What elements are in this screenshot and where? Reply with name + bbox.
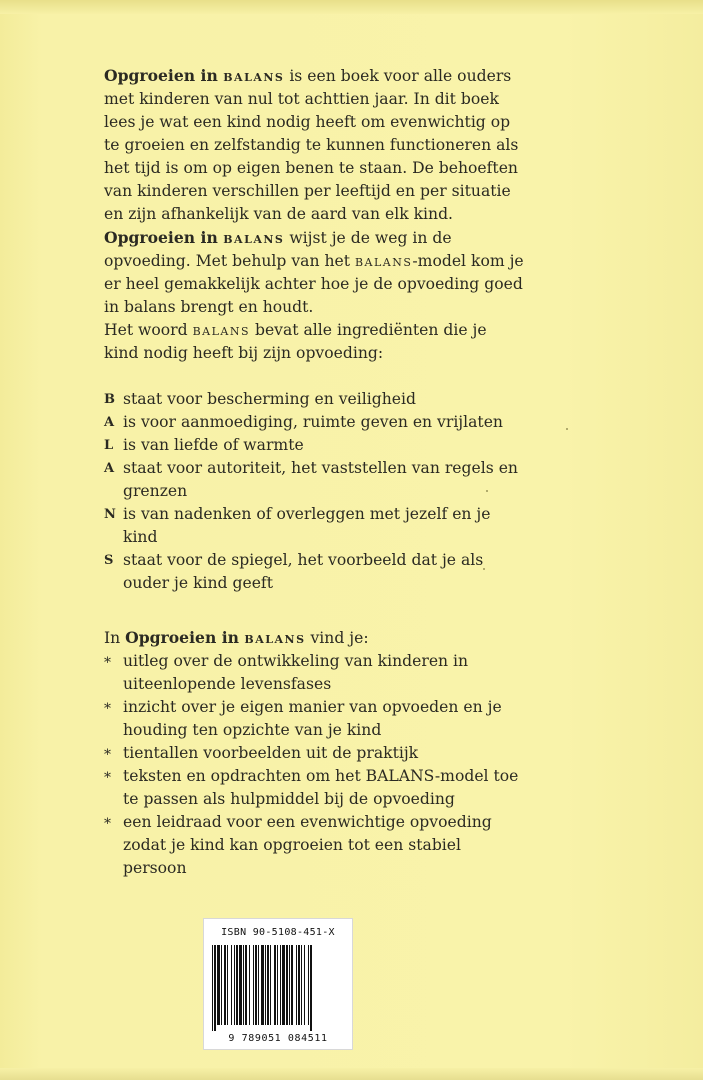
isbn-barcode [203, 918, 353, 1050]
barcode-bar [231, 945, 232, 1025]
barcode-bar [217, 945, 220, 1025]
barcode-bar [261, 945, 264, 1025]
letter-list [104, 388, 524, 595]
barcode-bar [245, 945, 247, 1025]
barcode-bar [221, 945, 222, 1025]
barcode-bar [258, 945, 259, 1025]
bottom-edge-shadow [0, 1068, 703, 1080]
find-lead: In Opgroeien in balans vind je: [104, 628, 369, 647]
barcode-bar [270, 945, 271, 1025]
asterisk-icon: * [104, 701, 111, 717]
list-item: A staat voor autoriteit, het vaststellen van regels en grenzen [104, 459, 518, 500]
isbn-number: ISBN 90-5108-451-X [221, 927, 335, 938]
blurb-text [104, 64, 524, 880]
list-item: * teksten en opdrachten om het BALANS-model toe te passen als hulpmiddel bij de opvoeding [104, 767, 519, 808]
barcode-bar [310, 945, 312, 1031]
barcode-bar [236, 945, 238, 1025]
top-edge-shadow [0, 0, 703, 14]
barcode-bar [282, 945, 285, 1025]
barcode-bar [214, 945, 216, 1031]
barcode-bar [239, 945, 242, 1025]
list-item: * inzicht over je eigen manier van opvoeden en je houding ten opzichte van je kind [104, 698, 502, 739]
list-item: * uitleg over de ontwikkeling van kinderen in uiteenlopende levensfases [104, 652, 469, 693]
features-list [104, 650, 524, 880]
list-item: N is van nadenken of overleggen met jezelf en je kind [104, 505, 491, 546]
barcode-bar [301, 945, 302, 1025]
barcode-bar [212, 945, 213, 1031]
barcode-bar [267, 945, 269, 1025]
barcode-bar [274, 945, 276, 1025]
speck [486, 490, 488, 492]
barcode-bar [234, 945, 235, 1025]
barcode-bar [265, 945, 266, 1025]
barcode-bar [227, 945, 228, 1025]
barcode-bar [277, 945, 278, 1025]
brand-title: Opgroeien in balans [104, 66, 285, 85]
barcode-bar [291, 945, 293, 1025]
barcode-bar [296, 945, 297, 1025]
asterisk-icon: * [104, 816, 111, 832]
barcode-bar [298, 945, 300, 1025]
list-item: B staat voor bescherming en veiligheid [104, 390, 416, 408]
barcode-bar [243, 945, 244, 1025]
asterisk-icon: * [104, 655, 111, 671]
list-item: A is voor aanmoediging, ruimte geven en vrijlaten [104, 413, 503, 431]
word-paragraph: Het woord balans bevat alle ingrediënten die je kind nodig heeft bij zijn opvoeding: [104, 321, 487, 362]
asterisk-icon: * [104, 770, 111, 786]
barcode-bar [286, 945, 288, 1025]
list-item: * een leidraad voor een evenwichtige opvoeding zodat je kind kan opgroeien tot een stabiel persoon [104, 813, 492, 877]
asterisk-icon: * [104, 747, 111, 763]
barcode-number: 9 789051 084511 [228, 1033, 328, 1044]
speck [566, 428, 568, 430]
list-item: * tientallen voorbeelden uit de praktijk [104, 742, 524, 765]
list-item: L is van liefde of warmte [104, 436, 304, 454]
barcode-bar [280, 945, 281, 1025]
barcode-bar [304, 945, 305, 1025]
barcode-bars [210, 945, 346, 1031]
barcode-bar [224, 945, 226, 1025]
barcode-bar [253, 945, 254, 1025]
brand-title-2: Opgroeien in balans [104, 228, 285, 247]
barcode-bar [255, 945, 257, 1025]
list-item: S staat voor de spiegel, het voorbeeld dat je als ouder je kind geeft [104, 551, 484, 592]
barcode-bar [289, 945, 290, 1025]
brand-title-3: Opgroeien in balans [125, 628, 306, 647]
speck [483, 568, 485, 570]
barcode-bar [308, 945, 309, 1025]
intro-paragraph: Opgroeien in balans is een boek voor alle ouders met kinderen van nul tot achttien jaar. In dit boek lees je wat een kind nodig heeft om evenwichtig op te groeien en zelfstandig te kunnen functioneren als het tijd is om op eigen benen te staan. De behoeften van kinderen verschillen per leeftijd en per situatie en zijn afhankelijk van de aard van elk kind. Opgroeien in balans wijst je de weg in de opvoeding. Met behulp van het balans-model kom je er heel gemakkelijk achter hoe je de opvoeding goed in balans brengt en houdt. [104, 66, 524, 316]
barcode-bar [249, 945, 250, 1025]
